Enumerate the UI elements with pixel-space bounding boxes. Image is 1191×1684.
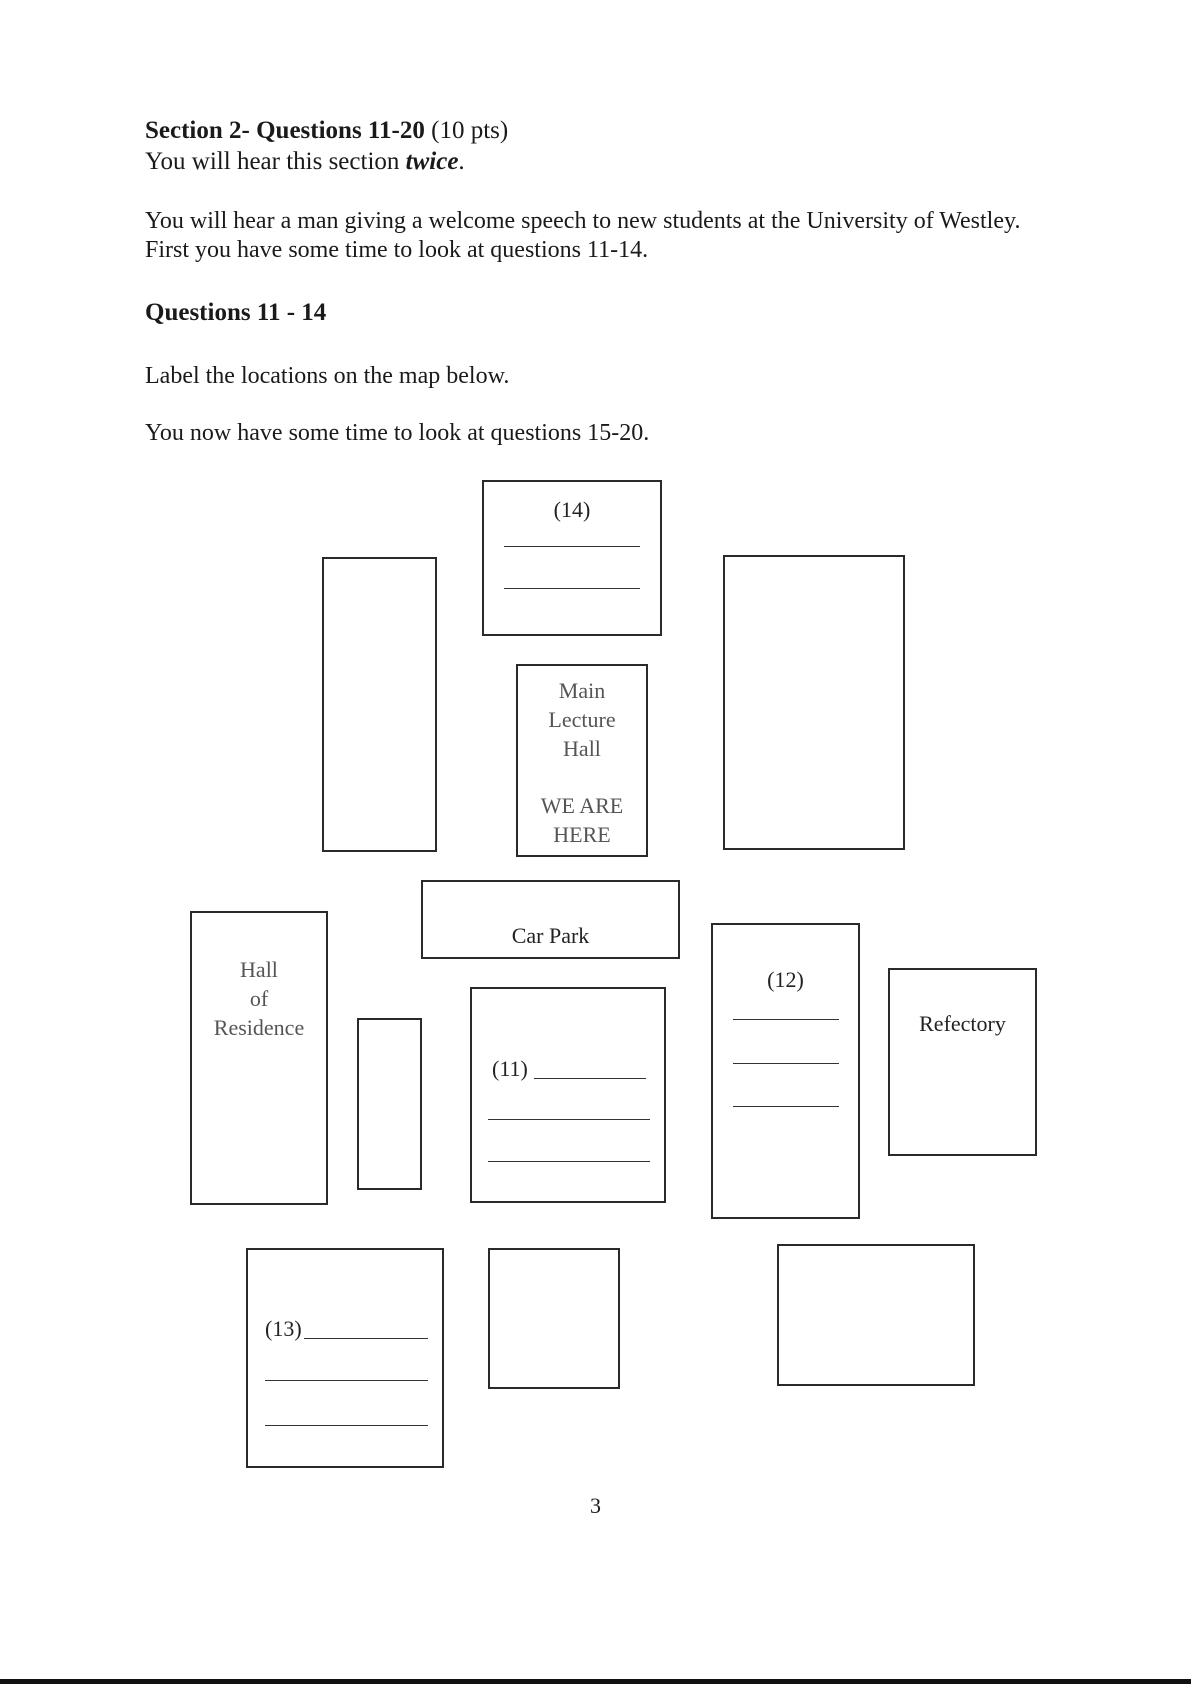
questions-heading: Questions 11 - 14: [145, 299, 327, 326]
building-bottom-middle: [488, 1248, 620, 1389]
hall-residence-line-3: Residence: [213, 1015, 305, 1040]
main-hall-line-1: Main: [558, 678, 606, 703]
answer-line: [265, 1380, 428, 1381]
building-upper-left: [322, 557, 437, 852]
q14-label: (14): [553, 497, 591, 522]
scan-edge: [0, 1679, 1191, 1684]
building-14: [482, 480, 662, 636]
q13-label: (13): [265, 1316, 302, 1341]
hall-residence-line-2: of: [249, 986, 269, 1011]
q12-label: (12): [767, 967, 804, 992]
answer-line: [504, 546, 640, 547]
answer-line: [733, 1063, 839, 1064]
main-hall-line-3: Hall: [563, 736, 601, 761]
main-lecture-hall: [516, 664, 648, 857]
section-header: [145, 116, 508, 146]
instruction-text: Label the locations on the map below.: [145, 363, 510, 389]
hall-of-residence: [190, 911, 328, 1205]
building-bottom-right: [777, 1244, 975, 1386]
answer-line: [733, 1106, 839, 1107]
car-park: [421, 880, 680, 959]
building-11: [470, 987, 666, 1203]
page-number: 3: [590, 1493, 601, 1518]
answer-line: [265, 1425, 428, 1426]
section-points: (10 pts): [431, 117, 509, 144]
refectory: [888, 968, 1037, 1156]
answer-line: [733, 1019, 839, 1020]
hear-twice-line: [145, 148, 465, 176]
answer-line: [488, 1119, 650, 1120]
hear-emphasis: twice: [405, 148, 459, 175]
answer-line: [304, 1338, 428, 1339]
hear-prefix: You will hear this section: [145, 148, 400, 175]
building-12: [711, 923, 860, 1219]
we-are-here-line-2: HERE: [553, 822, 611, 847]
car-park-label: Car Park: [511, 923, 590, 948]
answer-line: [534, 1078, 646, 1079]
we-are-here-line-1: WE ARE: [540, 793, 624, 818]
intro-line-2: First you have some time to look at questions 11-14.: [145, 237, 649, 263]
building-small-narrow: [357, 1018, 422, 1190]
time-note: You now have some time to look at questions 15-20.: [145, 420, 650, 446]
hear-suffix: .: [458, 148, 465, 175]
building-upper-right: [723, 555, 905, 850]
building-13: [246, 1248, 444, 1468]
section-title: Section 2- Questions 11-20: [145, 117, 425, 144]
refectory-label: Refectory: [919, 1011, 1006, 1036]
answer-line: [488, 1161, 650, 1162]
hall-residence-line-1: Hall: [240, 957, 278, 982]
answer-line: [504, 588, 640, 589]
intro-line-1: You will hear a man giving a welcome speech to new students at the University of Westley.: [145, 208, 1021, 234]
q11-label: (11): [492, 1056, 528, 1081]
main-hall-line-2: Lecture: [548, 707, 616, 732]
